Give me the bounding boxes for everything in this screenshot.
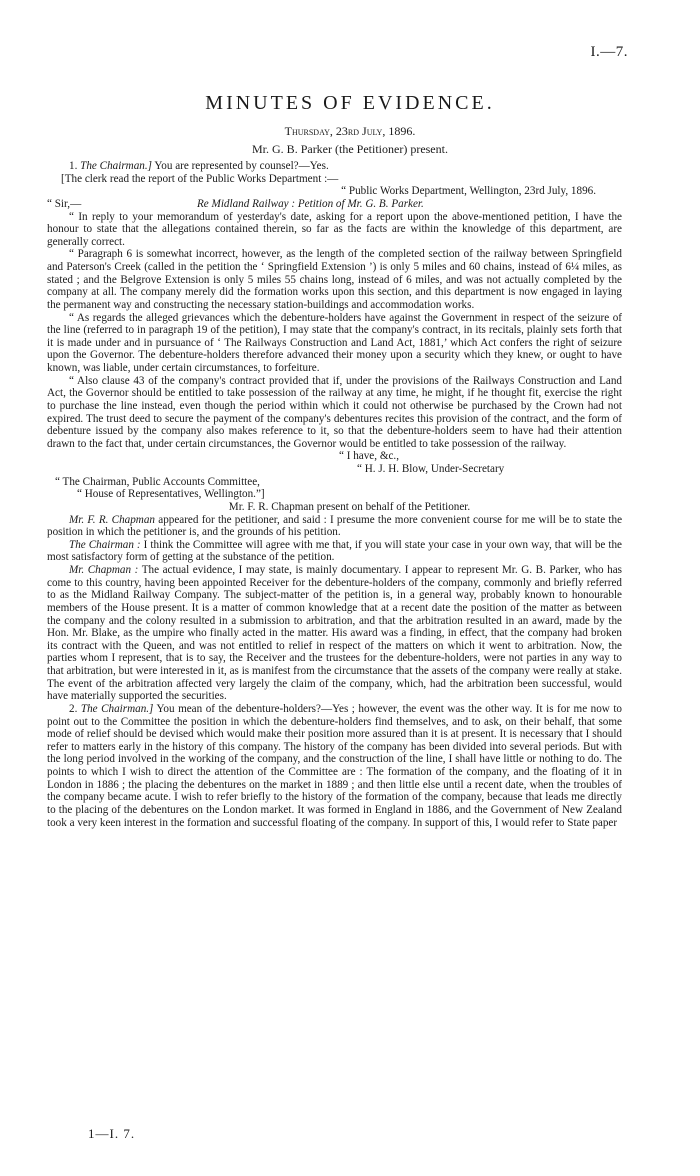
evidence-paragraph [47, 539, 622, 564]
speaker-name: Mr. Chapman : [69, 564, 139, 576]
salutation: “ Sir,— [47, 197, 82, 210]
evidence-paragraph [47, 514, 622, 539]
present-line: Mr. G. B. Parker (the Petitioner) present. [252, 142, 448, 156]
addressee-line: “ House of Representatives, Wellington.”] [77, 488, 265, 501]
letter-paragraph: “ As regards the alleged grievances which the debenture-holders have against the Government in respect of the seizure of the line (referred to in paragraph 19 of the petition), I may state that the company's contract, in its recitals, plainly sets forth that it is made under and in pursuance of ‘ The Railways Construction and Land Act, 1881,’ which Act confers the right of seizure upon the Governor. The debenture-holders therefore advanced their money upon a security which they knew, or ought to have known, was liable, under certain circumstances, to forfeiture. [47, 311, 622, 374]
letter-paragraph: “ In reply to your memorandum of yesterday's date, asking for a report upon the above-mentioned petition, I have the honour to state that the allegations contained therein, so far as the facts are within the knowledge of this department, are generally correct. [47, 210, 622, 248]
evidence-paragraph [47, 564, 622, 703]
question-number: 2. [69, 702, 78, 715]
question-text: You mean of the debenture-holders?—Yes ; however, the event was the other way. It is for me now to point out to the Committee the position in which the debenture-holders find themselves, and to ask, on their behalf, that some mode of relief should be devised which would make their position more assured than it is at present. It is necessary that I should refer to matters early in the history of this company. The history of the company has been divided into several periods. But with the long period involved in the working of the company, and the construction of the line, I shall have little or nothing to do. The points to which I wish to direct the attention of the Committee are : The formation of the company, and the floating of it in London in 1886 ; the placing the debentures on the market in 1889 ; and then little else until a recent date, when the troubles of the company became acute. I wish to refer briefly to the history of the formation of the company, because that leads me directly to the placing of the debentures on the London market. It was formed in England in 1886, and the Government of New Zealand took a very keen interest in the formation and successful floating of the company. In support of this, I would refer to State paper [47, 702, 622, 829]
question-text: You are represented by counsel?—Yes. [151, 160, 329, 172]
document-body [47, 160, 622, 829]
question-speaker: The Chairman.] [80, 702, 154, 715]
footer-signature: 1—I. 7. [88, 1126, 136, 1141]
question-number: 1. [69, 160, 78, 172]
salutation-row [47, 198, 622, 211]
addressee-line: “ The Chairman, Public Accounts Committee, [55, 475, 260, 488]
question-speaker: The Chairman.] [80, 160, 152, 172]
speaker-name: Mr. F. R. Chapman [69, 513, 155, 526]
date-line: Thursday, 23rd July, 1896. [284, 124, 416, 138]
page-code: I.—7. [590, 44, 628, 60]
letter-header: “ Public Works Department, Wellington, 23rd July, 1896. [341, 185, 596, 198]
clerk-line: [The clerk read the report of the Public Works Department :— [61, 172, 339, 185]
letter-closing: “ I have, &c., [339, 450, 400, 463]
letter-paragraph: “ Also clause 43 of the company's contract provided that if, under the provisions of the Railways Construction and Land Act, the Governor should be entitled to take possession of the railway at any time, he might, if he thought fit, exercise the right to purchase the line instead, even though the period within which it could not otherwise be purchased by the Crown had not expired. The trust deed to secure the payment of the company's debentures recites this provision of the contract, and the form of debenture issued by the company also makes reference to it, so that the debenture-holders seem to have had their attention drawn to the fact that, under certain circumstances, the Governor would be entitled to take possession of the railway. [47, 374, 622, 450]
page-title: MINUTES OF EVIDENCE. [205, 92, 495, 114]
speaker-name: The Chairman : [69, 538, 141, 551]
question-1 [47, 160, 622, 173]
paragraph-text: I think the Committee will agree with me that, if you will state your case in your own way, that will be the most satisfactory form of getting at the substance of the petition. [47, 538, 622, 564]
chapman-present-line: Mr. F. R. Chapman present on behalf of the Petitioner. [228, 500, 471, 513]
question-2 [47, 703, 622, 829]
paragraph-text: appeared for the petitioner, and said : I presume the more convenient course for me will be to state the position in which the petitioner is, and the grounds of his petition. [47, 513, 623, 539]
letter-paragraph: “ Paragraph 6 is somewhat incorrect, however, as the length of the completed section of the railway between Springfield and Paterson's Creek (called in the petition the ‘ Springfield Extension ’) is only 5 miles and 60 chains, instead of 6¼ miles, as stated ; and the Belgrove Extension is only 5 miles 55 chains long, instead of 6 miles, and was not actually completed by the company at all. The company merely did the formation works upon this section, and this department is now engaged in laying the permanent way and constructing the necessary station-buildings and accommodation works. [47, 248, 622, 311]
paragraph-text: The actual evidence, I may state, is mainly documentary. I appear to represent Mr. G. B. Parker, who has come to this country, having been appointed Receiver for the debenture-holders of the company, commonly and briefly referred to as the Midland Railway Company. The subject-matter of the petition is, in a general way, probably known to honourable members of the House present. It is a matter of common knowledge that at a recent date the position of the matter as between the company and the colony resulted in a submission to arbitration, and that the arbitration resulted in an award, made by the Hon. Mr. Blake, as the umpire who finally acted in the matter. His award was a finding, in effect, that the company had broken its contract with the Queen, and was not entitled to relief in respect of the matters on which it went to arbitration. Now, the parties whom I represent, that is to say, the Receiver and the trustees for the debenture-holders, were not parties in any way to that arbitration, but were interested in it, as is manifest from the circumstance that the assets of the company were really at stake. The event of the arbitration affected very largely the claim of the company, which, had the arbitration been successful, would have materially supported the securities. [47, 564, 622, 703]
letter-subject: Re Midland Railway : Petition of Mr. G. B. Parker. [197, 197, 424, 210]
letter-signature: “ H. J. H. Blow, Under-Secretary [357, 463, 505, 475]
